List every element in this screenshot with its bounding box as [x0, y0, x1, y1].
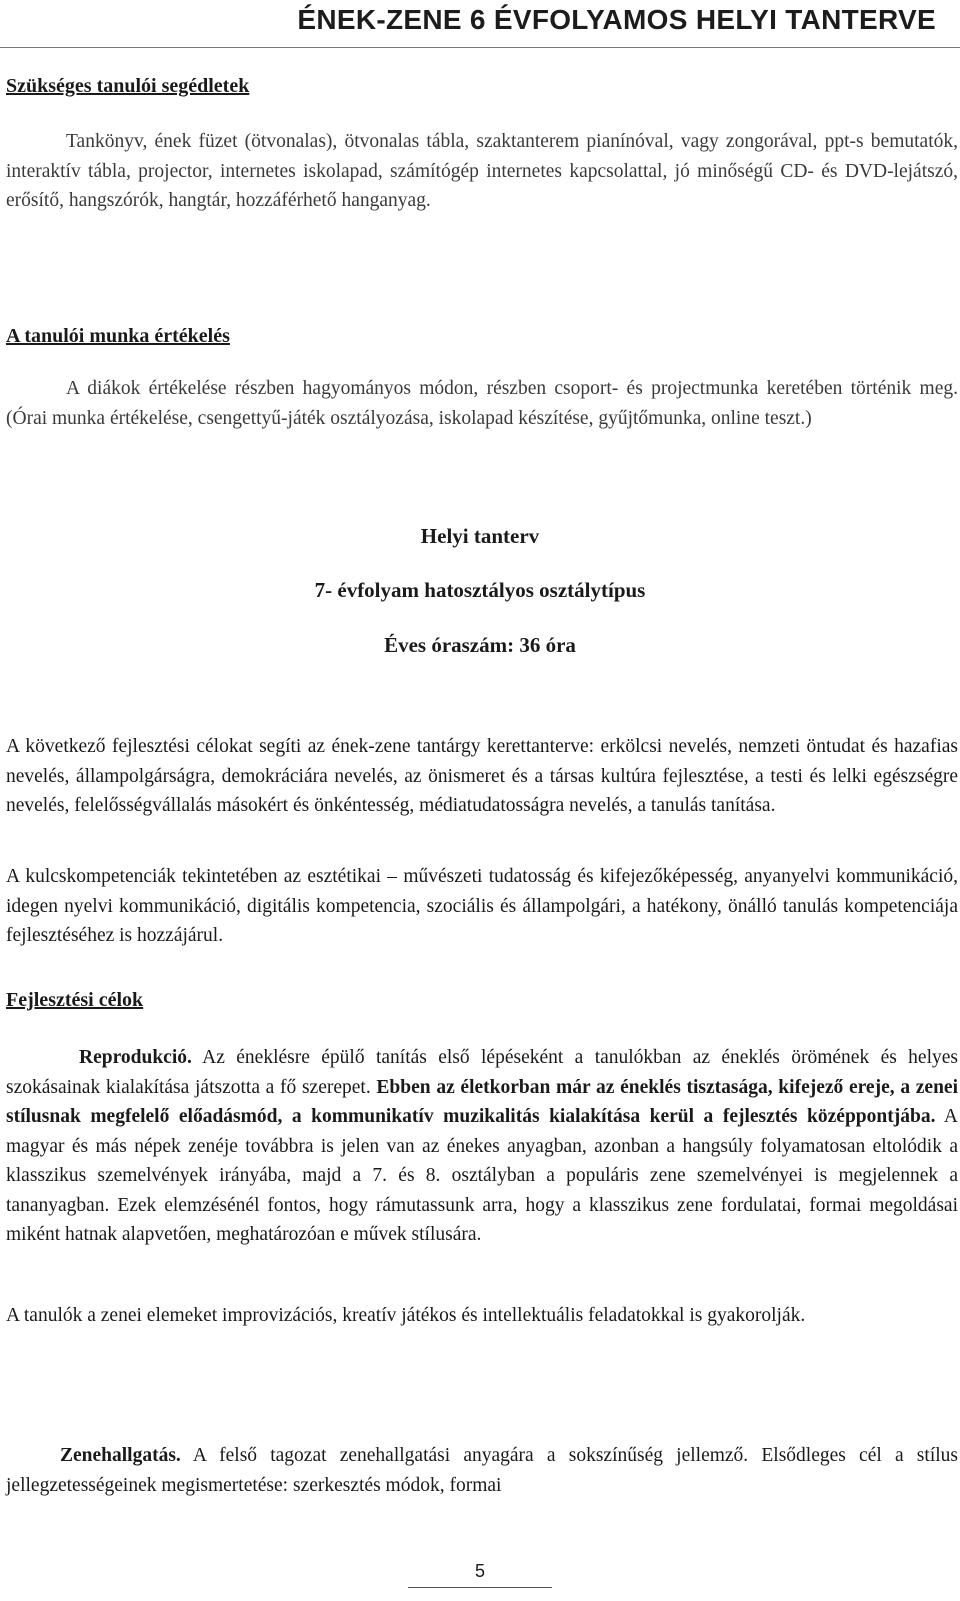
- reprodukcio-text-2: A magyar és más népek zenéje továbbra is jelen van az énekes anyagban, azonban a hangsúly folyamatosan eltolódik a klasszikus szemelvények irányába, majd a 7. és 8. osztályban a populáris zene szemelvényei is megjelennek a tananyagban. Ezek elemzésénél fontos, hogy rámutassunk arra, hogy a klasszikus zene fordulatai, formai megoldásai miként hatnak alapvetően, meghatározóan e művek stílusára.: [6, 1106, 958, 1245]
- heading-fejlesztesi-celok: Fejlesztési célok: [6, 989, 144, 1011]
- footer-divider: [408, 1587, 552, 1588]
- paragraph-kompetencia: A kulcskompetenciák tekintetében az esztétikai – művészeti tudatosság és kifejezőképesség, anyanyelvi kommunikáció, idegen nyelvi kommunikáció, digitális kompetencia, szociális és állampolgári, a hatékony, önálló tanulás kompetenciája fejlesztéséhez is hozzájárul.: [6, 866, 958, 946]
- paragraph-zenehallgatas: [6, 1441, 958, 1500]
- reprodukcio-text-1: Az éneklésre épülő tanítás első lépéseként a tanulókban az éneklés örömének és helyes szokásainak kialakítása játszotta a fő szerepet.: [6, 1047, 958, 1098]
- header-divider: [0, 47, 960, 48]
- helyi-tanterv-subtitle: 7- évfolyam hatosztályos osztálytípus: [314, 578, 646, 602]
- helyi-tanterv-title: Helyi tanterv: [420, 524, 540, 548]
- paragraph-improvizacio: A tanulók a zenei elemeket improvizációs, kreatív játékos és intellektuális feladatokkal is gyakorolják.: [6, 1305, 806, 1326]
- reprodukcio-bold-text: Ebben az életkorban már az éneklés tisztasága, kifejező ereje, a zenei stílusnak megfelelő előadásmód, a kommunikatív muzikalitás kialakítása kerül a fejlesztés középpontjába.: [6, 1076, 958, 1127]
- paragraph-segedletek-text: Tankönyv, ének füzet (ötvonalas), ötvonalas tábla, szaktanterem pianínóval, vagy zongorával, ppt-s bemutatók, interaktív tábla, projector, internetes iskolapad, számítógép internetes kapcsolattal, jó minőségű CD- és DVD-lejátszó, erősítő, hangszórók, hangtár, hozzáférhető hanganyag.: [6, 131, 958, 211]
- paragraph-ertekeles-text: A diákok értékelése részben hagyományos módon, részben csoport- és projectmunka keretében történik meg. (Órai munka értékelése, csengettyű-játék osztályozása, iskolapad készítése, gyűjtőmunka, online teszt.): [6, 378, 958, 429]
- paragraph-reprodukcio: [6, 1043, 958, 1250]
- zenehallgatas-text: A felső tagozat zenehallgatási anyagára a sokszínűség jellemző. Elsődleges cél a stílus jellegzetességeinek megismertetése: szerkesztés módok, formai: [6, 1445, 958, 1496]
- heading-ertekeles: A tanulói munka értékelés: [6, 325, 230, 347]
- reprodukcio-label: Reprodukció.: [79, 1047, 192, 1068]
- zenehallgatas-label: Zenehallgatás.: [60, 1445, 181, 1466]
- oraszam-line: Éves óraszám: 36 óra: [384, 633, 576, 657]
- paragraph-celok: A következő fejlesztési célokat segíti az ének-zene tantárgy kerettanterve: erkölcsi nevelés, nemzeti öntudat és hazafias nevelés, állampolgárságra, demokráciára nevelés, az önismeret és a társas kultúra fejlesztése, a testi és lelki egészségre nevelés, felelősségvállalás másokért és önkéntesség, médiatudatosságra nevelés, a tanulás tanítása.: [6, 736, 958, 816]
- paragraph-segedletek: [6, 127, 958, 216]
- heading-segedletek: Szükséges tanulói segédletek: [6, 75, 250, 97]
- page-number: 5: [474, 1561, 485, 1581]
- page-header-title: ÉNEK-ZENE 6 ÉVFOLYAMOS HELYI TANTERVE: [297, 4, 936, 35]
- paragraph-ertekeles: [6, 374, 958, 433]
